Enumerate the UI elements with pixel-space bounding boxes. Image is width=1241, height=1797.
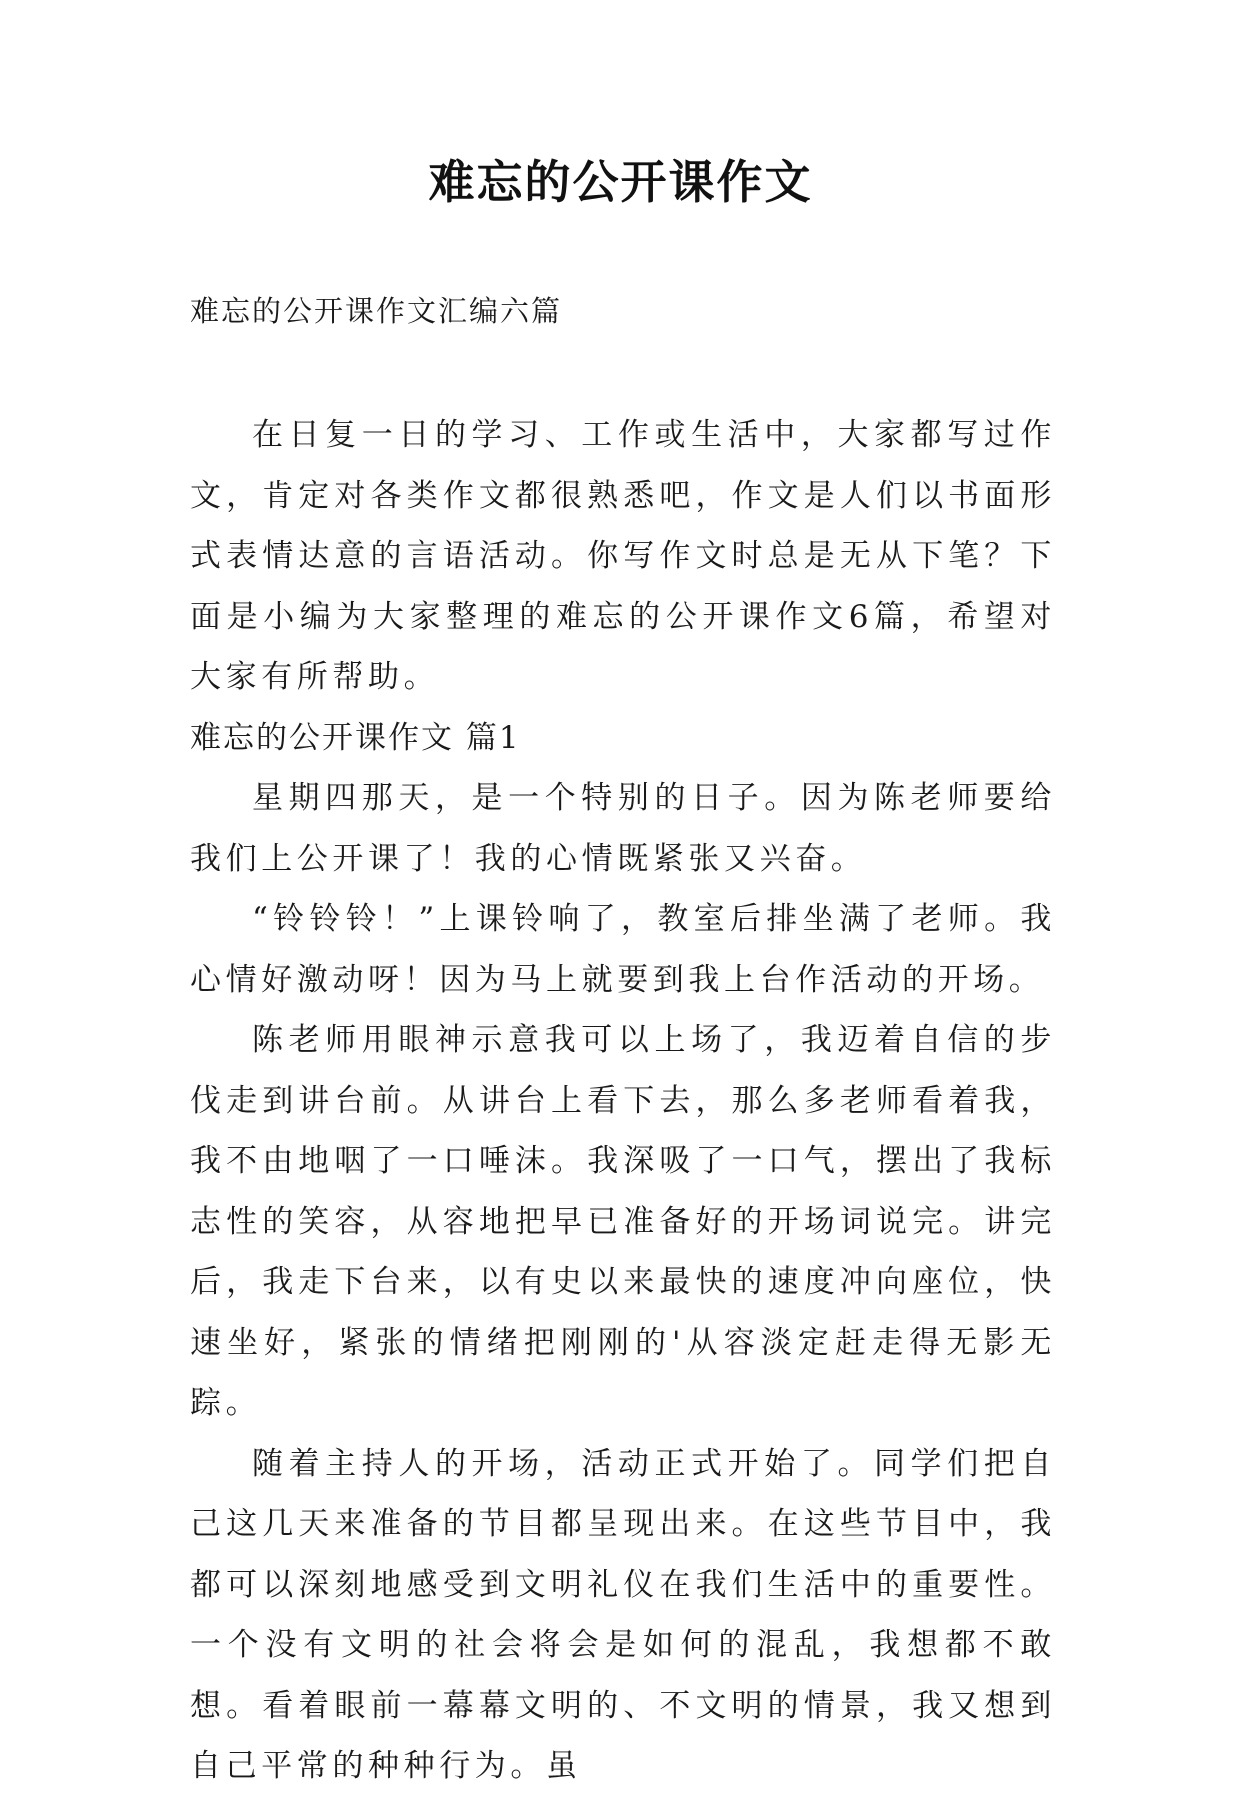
document-body bbox=[190, 405, 1056, 1797]
page-title: 难忘的公开课作文 bbox=[428, 155, 813, 209]
section-heading: 难忘的公开课作文 篇1 bbox=[190, 719, 521, 756]
body-paragraph: “铃铃铃！”上课铃响了，教室后排坐满了老师。我心情好激动呀！因为马上就要到我上台作活动的开场。 bbox=[190, 901, 1056, 998]
document-subtitle: 难忘的公开课作文汇编六篇 bbox=[190, 294, 563, 328]
body-paragraph: 随着主持人的开场，活动正式开始了。同学们把自己这几天来准备的节目都呈现出来。在这些节目中，我都可以深刻地感受到文明礼仪在我们生活中的重要性。一个没有文明的社会将会是如何的混乱，我想都不敢想。看着眼前一幕幕文明的、不文明的情景，我又想到自己平常的种种行为。虽 bbox=[190, 1445, 1056, 1784]
body-paragraph: 星期四那天，是一个特别的日子。因为陈老师要给我们上公开课了！我的心情既紧张又兴奋。 bbox=[190, 780, 1056, 877]
intro-paragraph: 在日复一日的学习、工作或生活中，大家都写过作文，肯定对各类作文都很熟悉吧，作文是人们以书面形式表情达意的言语活动。你写作文时总是无从下笔？下面是小编为大家整理的难忘的公开课作文6篇，希望对大家有所帮助。 bbox=[190, 417, 1056, 695]
body-paragraph: 陈老师用眼神示意我可以上场了，我迈着自信的步伐走到讲台前。从讲台上看下去，那么多老师看着我，我不由地咽了一口唾沫。我深吸了一口气，摆出了我标志性的笑容，从容地把早已准备好的开场词说完。讲完后，我走下台来，以有史以来最快的速度冲向座位，快速坐好，紧张的情绪把刚刚的'从容淡定赶走得无影无踪。 bbox=[190, 1022, 1056, 1421]
